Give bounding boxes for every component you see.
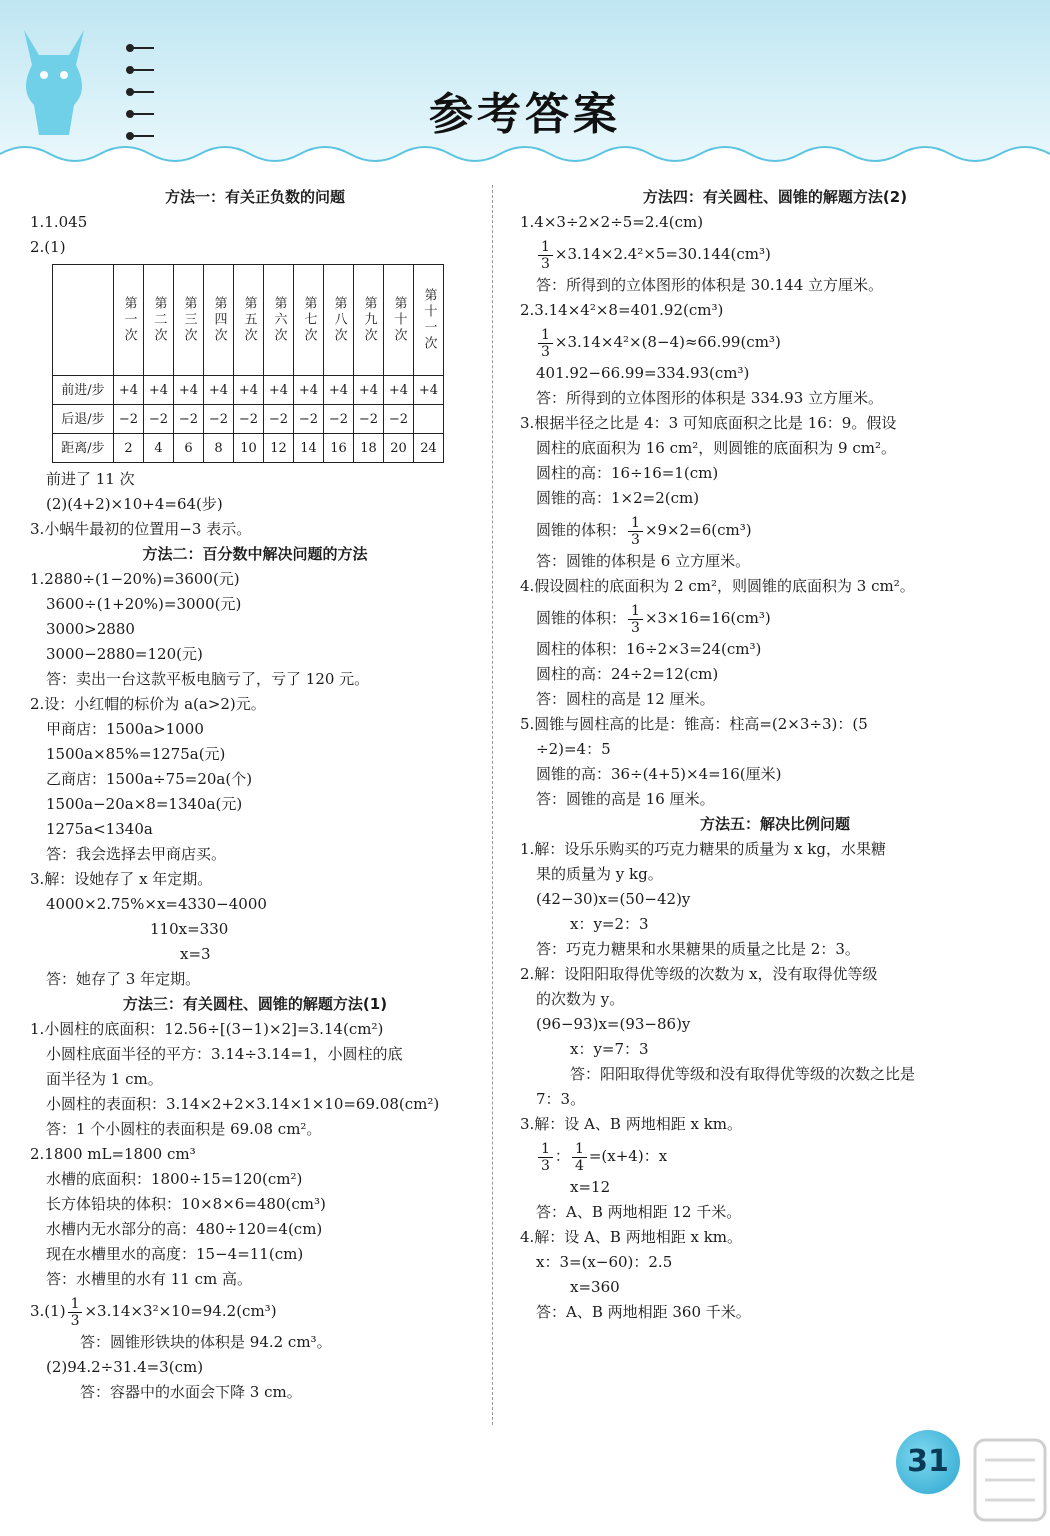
fraction [628, 515, 643, 548]
answer-line: 答：我会选择去甲商店买。 [46, 845, 227, 863]
fraction [538, 1141, 553, 1174]
answer-line: 4.解：设 A、B 两地相距 x km。 [520, 1228, 743, 1246]
answer-line: 110x=330 [150, 920, 229, 938]
fraction [572, 1141, 587, 1174]
answer-line: (42−30)x=(50−42)y [536, 890, 691, 908]
answer-line: 面半径为 1 cm。 [46, 1070, 163, 1088]
page-title: 参考答案 [429, 89, 621, 140]
wave-decoration [0, 140, 1050, 165]
answer-line: 答：阳阳取得优等级和没有取得优等级的次数之比是 [570, 1065, 916, 1083]
watermark-logo-icon [970, 1430, 1050, 1530]
table-cell: +4 [204, 376, 234, 405]
fraction-denominator: 3 [541, 1157, 550, 1174]
answer-line: 3000>2880 [46, 620, 135, 638]
table-cell: −2 [114, 405, 144, 434]
answer-line: 答：水槽里的水有 11 cm 高。 [46, 1270, 253, 1288]
answer-line: 长方体铅块的体积：10×8×6=480(cm³) [46, 1195, 326, 1213]
fraction-denominator: 3 [631, 619, 640, 636]
table-cell: −2 [264, 405, 294, 434]
answer-text: ×3.14×2.4²×5=30.144(cm³) [554, 245, 771, 263]
left-column [30, 185, 480, 1405]
table-cell: +4 [144, 376, 174, 405]
column-divider [492, 185, 493, 1425]
answer-line: 1500a−20a×8=1340a(元) [46, 795, 243, 813]
table-cell: 20 [384, 434, 414, 463]
answer-line: 1.1.045 [30, 213, 88, 231]
answer-line: 乙商店：1500a÷75=20a(个) [46, 770, 253, 788]
table-cell: −2 [324, 405, 354, 434]
table-header-cell: 第六次 [264, 265, 294, 376]
answer-line: 1275a<1340a [46, 820, 153, 838]
fraction-numerator: 1 [68, 1296, 83, 1313]
table-corner-cell [53, 265, 114, 376]
answer-line: 3.根据半径之比是 4：3 可知底面积之比是 16：9。假设 [520, 414, 897, 432]
answer-line: 答：巧克力糖果和水果糖果的质量之比是 2：3。 [536, 940, 860, 958]
answer-line: 2.3.14×4²×8=401.92(cm³) [520, 301, 724, 319]
answer-line [30, 1292, 480, 1330]
right-column [520, 185, 1030, 1325]
table-cell: −2 [144, 405, 174, 434]
answer-line: ÷2)=4：5 [536, 740, 611, 758]
answer-line: (2)94.2÷31.4=3(cm) [46, 1358, 204, 1376]
fraction-numerator: 1 [628, 515, 643, 532]
answer-line: 的次数为 y。 [536, 990, 625, 1008]
answer-text: ×3×16=16(cm³) [644, 609, 771, 627]
table-header-cell: 第二次 [144, 265, 174, 376]
answer-line: 圆柱的底面积为 16 cm²，则圆锥的底面积为 9 cm²。 [536, 439, 896, 457]
table-row [53, 434, 444, 463]
table-header-cell: 第三次 [174, 265, 204, 376]
answer-line: 答：A、B 两地相距 12 千米。 [536, 1203, 742, 1221]
answer-line: 2.解：设阳阳取得优等级的次数为 x，没有取得优等级 [520, 965, 878, 983]
answer-line: 答：她存了 3 年定期。 [46, 970, 201, 988]
table-cell: 6 [174, 434, 204, 463]
table-header-cell: 第五次 [234, 265, 264, 376]
answer-text: =(x+4)：x [588, 1147, 668, 1165]
answer-line: 2.设：小红帽的标价为 a(a>2)元。 [30, 695, 266, 713]
answer-line: 1.解：设乐乐购买的巧克力糖果的质量为 x kg，水果糖 [520, 840, 887, 858]
table-row [53, 405, 444, 434]
fraction [68, 1296, 83, 1329]
answer-line: 答：容器中的水面会下降 3 cm。 [80, 1383, 302, 1401]
table-cell: 16 [324, 434, 354, 463]
table-header-cell: 第九次 [354, 265, 384, 376]
answer-line: 答：所得到的立体图形的体积是 30.144 立方厘米。 [536, 276, 884, 294]
answer-line: 小圆柱的表面积：3.14×2+2×3.14×1×10=69.08(cm²) [46, 1095, 440, 1113]
table-cell: −2 [204, 405, 234, 434]
table-header-row [53, 265, 444, 376]
table-cell: +4 [354, 376, 384, 405]
table-cell: +4 [264, 376, 294, 405]
table-cell: −2 [234, 405, 264, 434]
answer-text: ×3.14×3²×10=94.2(cm³) [84, 1302, 277, 1320]
table-row [53, 376, 444, 405]
answer-line: 答：1 个小圆柱的表面积是 69.08 cm²。 [46, 1120, 322, 1138]
answer-line: 5.圆锥与圆柱高的比是：锥高：柱高=(2×3÷3)：(5 [520, 715, 868, 733]
answer-line: 401.92−66.99=334.93(cm³) [536, 364, 750, 382]
answer-line: 水槽内无水部分的高：480÷120=4(cm) [46, 1220, 323, 1238]
table-header-cell: 第八次 [324, 265, 354, 376]
table-cell: 18 [354, 434, 384, 463]
steps-table [52, 264, 444, 463]
table-cell: −2 [384, 405, 414, 434]
table-cell [414, 405, 444, 434]
answer-line: x：y=7：3 [570, 1040, 649, 1058]
answer-line: 3.解：设她存了 x 年定期。 [30, 870, 213, 888]
table-cell: 10 [234, 434, 264, 463]
table-cell: +4 [384, 376, 414, 405]
answer-line: 答：圆锥形铁块的体积是 94.2 cm³。 [80, 1333, 332, 1351]
answer-line: 答：圆锥的体积是 6 立方厘米。 [536, 552, 751, 570]
answer-line: 4.假设圆柱的底面积为 2 cm²，则圆锥的底面积为 3 cm²。 [520, 577, 915, 595]
table-cell: +4 [114, 376, 144, 405]
table-cell: −2 [354, 405, 384, 434]
fraction-numerator: 1 [628, 603, 643, 620]
table-row-label: 前进/步 [53, 376, 114, 405]
answer-line: x=12 [570, 1178, 611, 1196]
table-cell: +4 [414, 376, 444, 405]
table-cell: +4 [294, 376, 324, 405]
fraction [628, 603, 643, 636]
answer-line [520, 511, 1030, 549]
answer-text: 圆锥的体积： [536, 521, 627, 539]
answer-line: 3000−2880=120(元) [46, 645, 203, 663]
answer-text: 圆锥的体积： [536, 609, 627, 627]
answer-line: (2)(4+2)×10+4=64(步) [46, 495, 223, 513]
fraction-numerator: 1 [538, 1141, 553, 1158]
table-cell: 2 [114, 434, 144, 463]
table-header-cell: 第十次 [384, 265, 414, 376]
answer-line: 圆锥的高：1×2=2(cm) [536, 489, 700, 507]
answer-line: 1.4×3÷2×2÷5=2.4(cm) [520, 213, 704, 231]
answer-line: 7：3。 [536, 1090, 586, 1108]
answer-line: 1.小圆柱的底面积：12.56÷[(3−1)×2]=3.14(cm²) [30, 1020, 384, 1038]
table-cell: 14 [294, 434, 324, 463]
table-cell: 4 [144, 434, 174, 463]
table-cell: −2 [174, 405, 204, 434]
answer-line: 圆柱的高：24÷2=12(cm) [536, 665, 719, 683]
section-heading-2: 方法二：百分数中解决问题的方法 [142, 545, 368, 563]
answer-line: 答：A、B 两地相距 360 千米。 [536, 1303, 751, 1321]
table-cell: +4 [234, 376, 264, 405]
answer-line: 小圆柱底面半径的平方：3.14÷3.14=1，小圆柱的底 [46, 1045, 403, 1063]
answer-line: x：3=(x−60)：2.5 [536, 1253, 673, 1271]
section-heading-1: 方法一：有关正负数的问题 [164, 188, 345, 206]
answer-line: 2.1800 mL=1800 cm³ [30, 1145, 196, 1163]
answer-line: 1500a×85%=1275a(元) [46, 745, 226, 763]
table-cell: 12 [264, 434, 294, 463]
answer-line: 1.2880÷(1−20%)=3600(元) [30, 570, 240, 588]
answer-line: 答：卖出一台这款平板电脑亏了，亏了 120 元。 [46, 670, 370, 688]
section-heading-5: 方法五：解决比例问题 [699, 815, 850, 833]
fraction-denominator: 3 [541, 343, 550, 360]
table-row-label: 距离/步 [53, 434, 114, 463]
answer-line: x=360 [570, 1278, 620, 1296]
answer-line: 圆柱的高：16÷16=1(cm) [536, 464, 719, 482]
fraction-denominator: 4 [574, 1157, 584, 1174]
answer-line: 3.解：设 A、B 两地相距 x km。 [520, 1115, 743, 1133]
answer-line: 答：所得到的立体图形的体积是 334.93 立方厘米。 [536, 389, 884, 407]
table-cell: −2 [294, 405, 324, 434]
table-cell: 8 [204, 434, 234, 463]
table-header-cell: 第十一次 [414, 265, 444, 376]
table-header-cell: 第一次 [114, 265, 144, 376]
answer-line: x：y=2：3 [570, 915, 649, 933]
answer-line: 果的质量为 y kg。 [536, 865, 663, 883]
ratio-colon: ： [554, 1147, 570, 1165]
section-heading-3: 方法三：有关圆柱、圆锥的解题方法(1) [122, 995, 388, 1013]
section-heading-4: 方法四：有关圆柱、圆锥的解题方法(2) [642, 188, 908, 206]
answer-line: (96−93)x=(93−86)y [536, 1015, 691, 1033]
answer-line: 3600÷(1+20%)=3000(元) [46, 595, 242, 613]
answer-line: 前进了 11 次 [46, 470, 135, 488]
fraction-numerator: 1 [538, 239, 553, 256]
answer-line [520, 1137, 1030, 1175]
fraction [538, 327, 553, 360]
answer-line: 现在水槽里水的高度：15−4=11(cm) [46, 1245, 304, 1263]
answer-line: 圆柱的体积：16÷2×3=24(cm³) [536, 640, 762, 658]
table-header-cell: 第四次 [204, 265, 234, 376]
fraction-denominator: 3 [631, 531, 640, 548]
table-header-cell: 第七次 [294, 265, 324, 376]
table-cell: +4 [324, 376, 354, 405]
answer-line [520, 235, 1030, 273]
answer-line: 答：圆柱的高是 12 厘米。 [536, 690, 715, 708]
table-cell: 24 [414, 434, 444, 463]
answer-line: 甲商店：1500a>1000 [46, 720, 204, 738]
answer-line: 4000×2.75%×x=4330−4000 [46, 895, 267, 913]
answer-line: 水槽的底面积：1800÷15=120(cm²) [46, 1170, 303, 1188]
fraction-numerator: 1 [538, 327, 553, 344]
answer-line: 答：圆锥的高是 16 厘米。 [536, 790, 715, 808]
table-row-label: 后退/步 [53, 405, 114, 434]
page-number-badge: 31 [896, 1430, 960, 1494]
fraction [538, 239, 553, 272]
fraction-denominator: 3 [70, 1312, 80, 1329]
fraction-numerator: 1 [572, 1141, 587, 1158]
answer-line [520, 323, 1030, 361]
answer-text: ×9×2=6(cm³) [644, 521, 752, 539]
answer-line: 2.(1) [30, 238, 66, 256]
answer-prefix: 3.(1) [30, 1302, 66, 1320]
answer-line: 3.小蜗牛最初的位置用−3 表示。 [30, 520, 252, 538]
header-banner [0, 0, 1050, 165]
answer-text: ×3.14×4²×(8−4)≈66.99(cm³) [554, 333, 781, 351]
answer-line: x=3 [180, 945, 211, 963]
answer-line: 圆锥的高：36÷(4+5)×4=16(厘米) [536, 765, 782, 783]
answer-line [520, 599, 1030, 637]
table-cell: +4 [174, 376, 204, 405]
fraction-denominator: 3 [541, 255, 550, 272]
